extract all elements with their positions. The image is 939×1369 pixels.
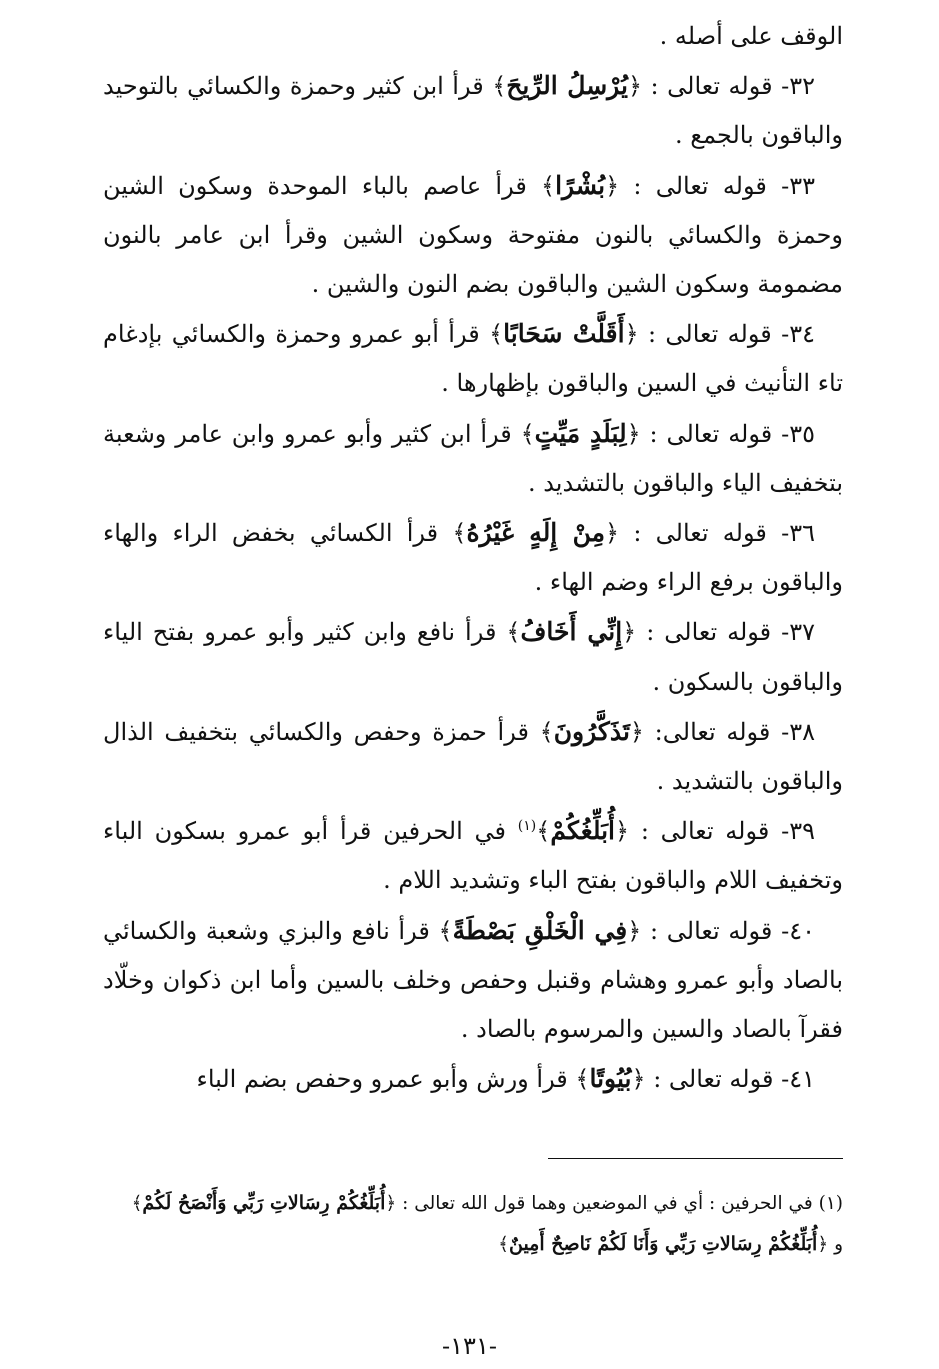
- entry-number: ٣٣-: [781, 171, 815, 200]
- verse-open-bracket: ﴿: [629, 717, 644, 746]
- footnote-line-1: [103, 1183, 843, 1224]
- entry-number: ٣٨-: [781, 717, 815, 746]
- entry-intro: قوله تعالى :: [633, 171, 767, 200]
- verse-open-bracket: ﴿: [605, 171, 620, 200]
- verse-close-bracket: ﴾: [131, 1193, 143, 1214]
- quran-verse: بُيُوتًا: [589, 1064, 632, 1094]
- entry-text: قرأ ابن كثير وأبو عمرو وابن عامر وشعبة بتخفيف الياء والباقون بالتشديد .: [103, 419, 843, 497]
- entry-text: قرأ أبو عمرو وحمزة والكسائي بإدغام تاء التأنيث في السين والباقون بإظهارها .: [103, 320, 843, 398]
- entry-intro: قوله تعالى:: [654, 717, 771, 746]
- entry-text: قرأ نافع والبزي وشعبة والكسائي بالصاد وأبو عمرو وهشام وقنبل وحفص وخلف بالسين وأما ابن ذكوان وخلّاد فقرآ بالصاد والسين والمرسوم بالصاد .: [103, 916, 843, 1044]
- entry-number: ٣٩-: [781, 817, 815, 846]
- quran-verse: يُرْسِلُ الرِّيحَ: [506, 71, 628, 101]
- footnote-text: في الحرفين : أي في الموضعين وهما قول الله تعالى :: [402, 1193, 813, 1214]
- entry-intro: قوله تعالى :: [653, 1065, 774, 1094]
- paragraph-40: [103, 906, 843, 1055]
- verse-close-bracket: ﴾: [452, 519, 467, 548]
- entry-number: ٤١-: [781, 1065, 815, 1094]
- verse-close-bracket: ﴾: [489, 320, 504, 349]
- paragraph-38: [103, 707, 843, 806]
- verse-open-bracket: ﴿: [627, 72, 643, 101]
- verse-open-bracket: ﴿: [615, 817, 630, 846]
- quran-verse: مِنْ إِلَهٍ غَيْرُهُ: [466, 518, 605, 548]
- quran-verse: أُبَلِّغُكُمْ رِسَالاتِ رَبِّي وَأَنْصَحُ لَكُمْ: [142, 1192, 386, 1214]
- footnote-reference[interactable]: (١): [517, 818, 537, 835]
- entry-text: قرأ الكسائي بخفض الراء والهاء والباقون برفع الراء وضم الهاء .: [103, 519, 843, 597]
- quran-verse: لِبَلَدٍ مَيِّتٍ: [534, 418, 627, 448]
- entry-number: ٣٦-: [781, 519, 815, 548]
- quran-verse: تَذَكَّرُونَ: [553, 716, 630, 746]
- verse-close-bracket: ﴾: [575, 1065, 590, 1094]
- entry-intro: قوله تعالى :: [650, 916, 773, 945]
- footnote-conjunction: و: [834, 1234, 843, 1255]
- paragraph-36: [103, 508, 843, 607]
- entry-intro: قوله تعالى :: [650, 72, 773, 101]
- entry-intro: قوله تعالى :: [647, 320, 772, 349]
- entry-text: قرأ عاصم بالباء الموحدة وسكون الشين وحمزة والكسائي بالنون مفتوحة وسكون الشين وقرأ ابن عامر بالنون مضمومة وسكون الشين والباقون بضم النون والشين .: [103, 171, 844, 299]
- verse-close-bracket: ﴾: [498, 1234, 509, 1255]
- paragraph-33: [103, 161, 843, 310]
- verse-open-bracket: ﴿: [631, 1065, 646, 1094]
- main-text: [103, 12, 843, 1104]
- entry-text: في الحرفين قرأ أبو عمرو بسكون الباء وتخفيف اللام والباقون بفتح الباء وتشديد اللام .: [103, 817, 843, 895]
- entry-text: قرأ حمزة وحفص والكسائي بتخفيف الذال والباقون بالتشديد .: [103, 717, 843, 796]
- entry-intro: قوله تعالى :: [646, 618, 772, 647]
- verse-open-bracket: ﴿: [385, 1193, 397, 1214]
- paragraph-continuation: [103, 12, 843, 61]
- verse-close-bracket: ﴾: [539, 717, 554, 746]
- quran-verse: فِي الْخَلْقِ بَصْطَةً: [452, 915, 628, 945]
- entry-text: قرأ ابن كثير وحمزة والكسائي بالتوحيد والباقون بالجمع .: [103, 72, 843, 150]
- footnote-section: [103, 1183, 843, 1265]
- quran-verse: أَقَلَّتْ سَحَابًا: [503, 319, 625, 349]
- verse-open-bracket: ﴿: [624, 320, 639, 349]
- paragraph-34: [103, 309, 843, 408]
- entry-number: ٣٢-: [781, 72, 815, 101]
- paragraph-41: [103, 1054, 843, 1104]
- verse-close-bracket: ﴾: [506, 618, 521, 647]
- footnote-marker: (١): [818, 1193, 843, 1214]
- verse-open-bracket: ﴿: [605, 519, 620, 548]
- verse-close-bracket: ﴾: [438, 916, 453, 945]
- paragraph-39: [103, 806, 843, 905]
- verse-close-bracket: ﴾: [536, 817, 551, 846]
- entry-number: ٤٠-: [781, 916, 815, 945]
- paragraph-35: [103, 409, 843, 508]
- footnote-divider: [548, 1158, 843, 1159]
- quran-verse: أُبَلِّغُكُمْ رِسَالاتِ رَبِّي وَأَنَا لَكُمْ نَاصِحٌ أَمِينٌ: [508, 1233, 818, 1255]
- paragraph-32: [103, 61, 843, 160]
- verse-open-bracket: ﴿: [622, 618, 637, 647]
- entry-number: ٣٧-: [781, 618, 815, 647]
- entry-number: ٣٤-: [781, 320, 815, 349]
- verse-close-bracket: ﴾: [492, 72, 507, 101]
- entry-text: قرأ نافع وابن كثير وأبو عمرو بفتح الياء والباقون بالسكون .: [103, 618, 843, 696]
- entry-number: ٣٥-: [781, 419, 815, 448]
- verse-open-bracket: ﴿: [626, 419, 641, 448]
- entry-intro: قوله تعالى :: [640, 817, 770, 846]
- paragraph-37: [103, 607, 843, 706]
- verse-close-bracket: ﴾: [541, 171, 556, 200]
- quran-verse: بُشْرًا: [555, 170, 606, 200]
- verse-close-bracket: ﴾: [520, 419, 535, 448]
- verse-open-bracket: ﴿: [817, 1234, 829, 1255]
- entry-intro: قوله تعالى :: [633, 519, 767, 548]
- entry-text: قرأ ورش وأبو عمرو وحفص بضم الباء: [196, 1065, 568, 1094]
- footnote-line-2: [103, 1224, 843, 1265]
- verse-open-bracket: ﴿: [627, 916, 642, 945]
- entry-intro: قوله تعالى :: [649, 419, 773, 448]
- page-number: -١٣١-: [442, 1332, 497, 1360]
- quran-verse: إِنِّي أَخَافُ: [520, 617, 623, 647]
- quran-verse: أُبَلِّغُكُمْ: [550, 816, 615, 846]
- paragraph-text: الوقف على أصله .: [659, 22, 843, 50]
